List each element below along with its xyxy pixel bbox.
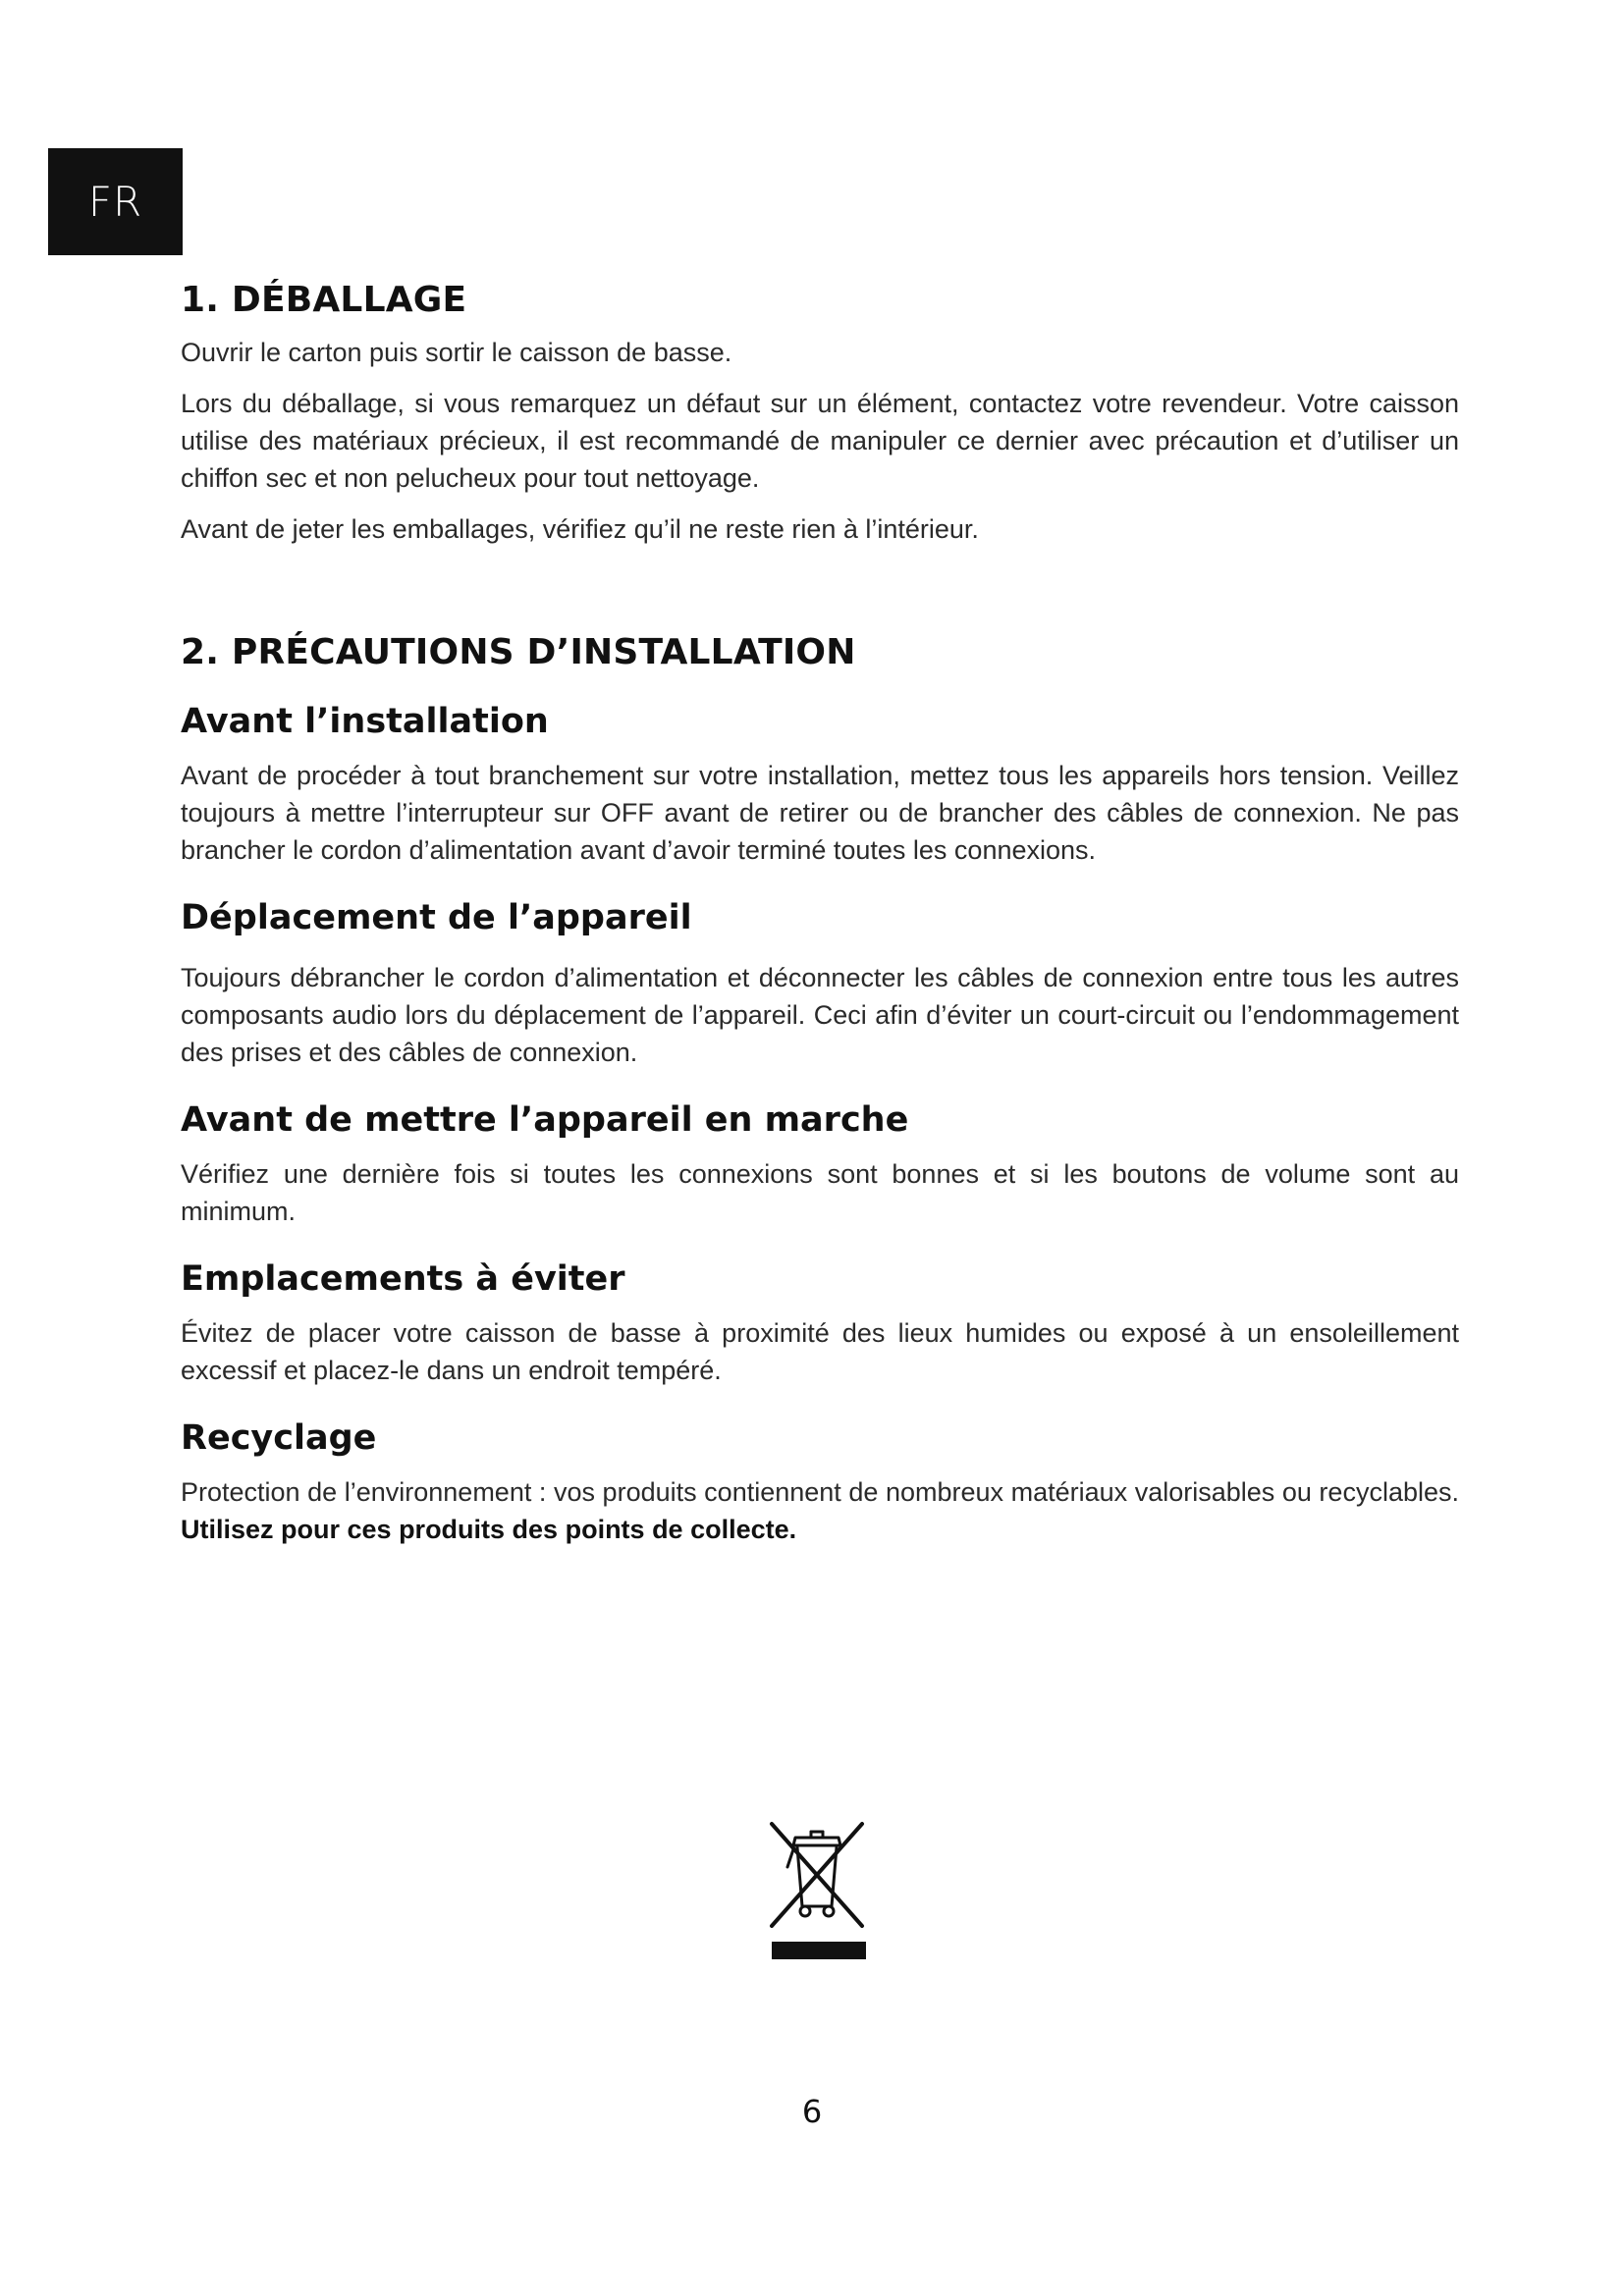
subsection-title-emplacements: Emplacements à éviter [181, 1259, 625, 1299]
language-tab: FR [48, 148, 183, 255]
paragraph: Ouvrir le carton puis sortir le caisson de basse. [181, 338, 732, 367]
crossed-out-wheelie-bin-icon [768, 1816, 870, 1963]
section-title-deballage: 1. DÉBALLAGE [181, 280, 467, 320]
page-number: 6 [801, 2093, 823, 2130]
section-title-precautions: 2. PRÉCAUTIONS D’INSTALLATION [181, 632, 856, 672]
page-content [181, 280, 1459, 1548]
subsection-title-recyclage: Recyclage [181, 1418, 377, 1458]
paragraph: Évitez de placer votre caisson de basse à proximité des lieux humides ou exposé à un ensoleillement excessif et placez-le dans un endroit tempéré. [181, 1318, 1459, 1385]
subsection-title-avant-installation: Avant l’installation [181, 702, 549, 741]
subsection-title-deplacement: Déplacement de l’appareil [181, 898, 692, 937]
paragraph: Avant de jeter les emballages, vérifiez qu’il ne reste rien à l’intérieur. [181, 514, 979, 544]
subsection-title-mise-en-marche: Avant de mettre l’appareil en marche [181, 1100, 909, 1140]
paragraph: Toujours débrancher le cordon d’alimentation et déconnecter les câbles de connexion entre tous les autres composants audio lors du déplacement de l’appareil. Ceci afin d’éviter un court-circuit ou l’endommagement des prises et des câbles de connexion. [181, 963, 1459, 1067]
paragraph: Avant de procéder à tout branchement sur votre installation, mettez tous les appareils hors tension. Veillez toujours à mettre l’interrupteur sur OFF avant de retirer ou de brancher des câbles de connexion. Ne pas brancher le cordon d’alimentation avant d’avoir terminé toutes les connexions. [181, 761, 1459, 865]
section-precautions [181, 632, 1459, 1548]
paragraph: Vérifiez une dernière fois si toutes les connexions sont bonnes et si les boutons de volume sont au minimum. [181, 1159, 1459, 1226]
paragraph: Lors du déballage, si vous remarquez un défaut sur un élément, contactez votre revendeur. Votre caisson utilise des matériaux précieux, il est recommandé de manipuler ce dernier avec précaution et d’utiliser un chiffon sec et non pelucheux pour tout nettoyage. [181, 389, 1459, 493]
recyclage-text: Protection de l’environnement : vos produits contiennent de nombreux matériaux valorisables ou recyclables. [181, 1477, 1459, 1507]
recyclage-bold-text: Utilisez pour ces produits des points de collecte. [181, 1515, 797, 1544]
paragraph-recyclage [181, 1473, 1459, 1548]
section-deballage [181, 280, 1459, 548]
